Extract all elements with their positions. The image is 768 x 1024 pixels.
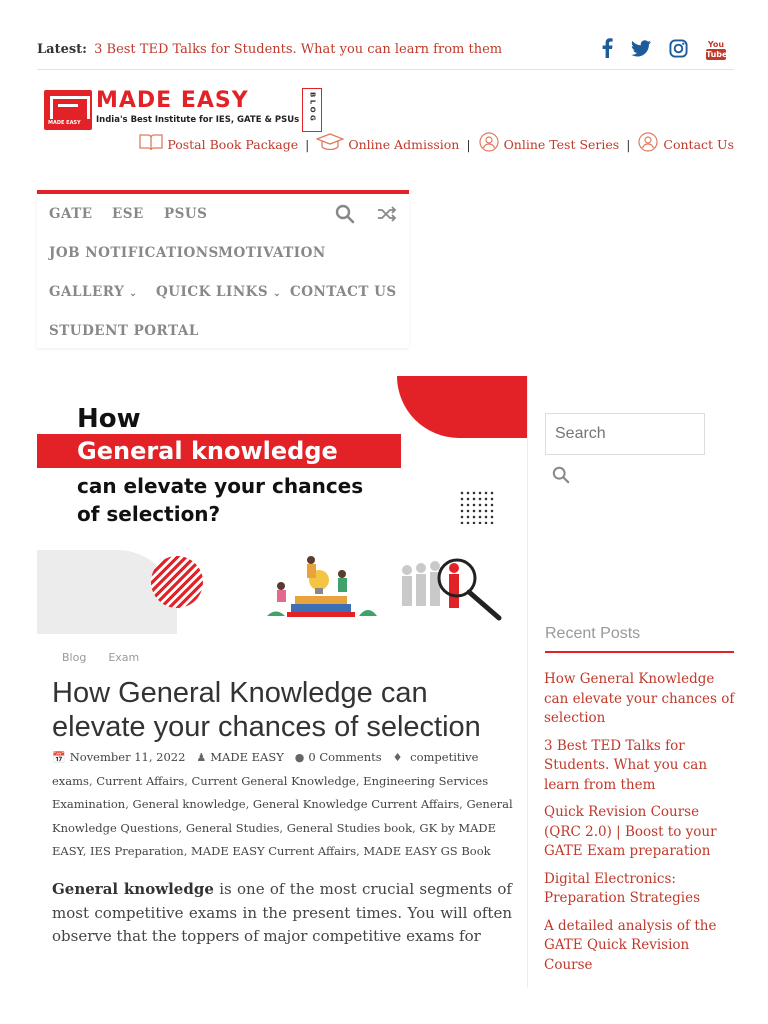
post-body-bold: General knowledge	[52, 880, 214, 898]
hero-red-shape	[397, 376, 527, 438]
tag-link[interactable]: General Studies	[185, 820, 280, 835]
latest-link[interactable]: 3 Best TED Talks for Students. What you can learn from them	[94, 42, 503, 57]
logo-mark	[44, 90, 92, 130]
hero-line-2: General knowledge	[77, 437, 338, 465]
column-divider	[527, 376, 528, 988]
logo-subtitle: India's Best Institute for IES, GATE & PSUs	[96, 115, 300, 125]
tag-link[interactable]: Current General Knowledge	[191, 773, 356, 788]
online-admission-link[interactable]	[316, 133, 459, 156]
youtube-text-tube: Tube	[706, 50, 728, 59]
logo-mark-text: MADE EASY	[48, 120, 81, 126]
user-icon	[478, 132, 500, 157]
top-bar	[37, 38, 734, 70]
category-blog[interactable]: Blog	[62, 651, 87, 664]
recent-post-link[interactable]: A detailed analysis of the GATE Quick Revision Course	[544, 917, 717, 973]
hero-line-1: How	[77, 404, 141, 434]
recent-posts-list	[544, 670, 736, 983]
nav-item-ese[interactable]: ESE	[112, 206, 144, 222]
recent-posts-heading: Recent Posts	[545, 625, 734, 653]
logo-blog-tag	[302, 88, 322, 132]
post-date[interactable]: November 11, 2022	[69, 750, 186, 764]
recent-post-link[interactable]: How General Knowledge can elevate your chances of selection	[544, 671, 735, 726]
twitter-icon[interactable]	[631, 40, 651, 61]
youtube-icon[interactable]	[706, 40, 726, 60]
user-icon	[637, 132, 659, 157]
random-shuffle-icon[interactable]	[377, 206, 397, 226]
tag-link[interactable]: MADE EASY GS Book	[363, 844, 491, 858]
tags-icon: ♦	[392, 751, 403, 764]
tag-link[interactable]: Current Affairs	[96, 773, 185, 788]
contact-us-label: Contact Us	[663, 137, 734, 152]
tag-link[interactable]: Engineering Services Examination	[52, 773, 489, 811]
comment-icon: ●	[294, 751, 305, 764]
separator: |	[626, 137, 631, 152]
tag-link[interactable]: IES Preparation	[90, 844, 184, 858]
post-title[interactable]: How General Knowledge can elevate your chances of selection	[52, 677, 481, 743]
search-icon[interactable]	[335, 204, 355, 228]
category-exam[interactable]: Exam	[108, 651, 140, 664]
header-links	[139, 132, 734, 157]
hero-line-3-4	[77, 472, 363, 528]
nav-item-psus[interactable]: PSUS	[164, 206, 208, 222]
online-admission-label: Online Admission	[348, 137, 460, 152]
tag-link[interactable]: competitive exams	[52, 750, 479, 788]
featured-image[interactable]	[37, 376, 527, 634]
tag-link[interactable]: MADE EASY Current Affairs	[191, 844, 357, 858]
chevron-down-icon: ⌄	[273, 289, 282, 299]
hero-line-3: can elevate your chances	[77, 474, 364, 498]
sidebar-search-input[interactable]	[545, 413, 705, 455]
post-body	[52, 878, 512, 949]
tag-link[interactable]: General Knowledge Current Affairs	[252, 797, 460, 811]
online-test-series-link[interactable]	[478, 132, 620, 157]
nav-item-student-portal[interactable]: STUDENT PORTAL	[49, 323, 199, 339]
post-categories	[62, 651, 139, 664]
search-icon[interactable]	[552, 466, 572, 486]
nav-item-motivation[interactable]: MOTIVATION	[218, 245, 326, 261]
instagram-icon[interactable]	[669, 39, 688, 62]
hero-dot-grid	[459, 490, 495, 524]
nav-item-gallery-label: GALLERY	[49, 284, 125, 300]
nav-item-contact-us[interactable]: CONTACT US	[290, 284, 397, 300]
post-body-text: is one of the most crucial segments of most competitive exams in the present times. You will often observe that the toppers of major competitive exams for	[52, 880, 512, 945]
logo-blog-text: B L O G	[308, 92, 317, 121]
nav-item-quick-links-label: QUICK LINKS	[156, 284, 269, 300]
students-illustration	[267, 552, 377, 618]
site-logo[interactable]	[44, 88, 324, 132]
post-comments[interactable]: 0 Comments	[308, 750, 382, 764]
postal-book-package-link[interactable]	[139, 133, 298, 156]
logo-title: MADE EASY	[96, 88, 249, 113]
user-icon: ♟	[196, 751, 207, 764]
online-test-series-label: Online Test Series	[503, 137, 620, 152]
book-icon	[139, 133, 163, 156]
recent-post-link[interactable]: Quick Revision Course (QRC 2.0) | Boost to your GATE Exam preparation	[544, 804, 717, 859]
latest-label: Latest:	[37, 42, 87, 57]
magnifier-figures-illustration	[399, 556, 525, 626]
hero-line-4: of selection?	[77, 502, 221, 526]
nav-item-quick-links[interactable]	[156, 284, 281, 300]
postal-book-package-label: Postal Book Package	[167, 137, 299, 152]
tag-link[interactable]: GK by MADE EASY	[52, 820, 497, 858]
contact-us-link[interactable]	[637, 132, 734, 157]
calendar-icon: 📅	[52, 751, 66, 764]
post-meta: 📅 November 11, 2022 ♟ MADE EASY ● 0 Comments ♦ competitive exams, Current Affairs, Current General Knowledge, Engineering Services Examination, General knowledge, General Knowledge Current Affairs, General Knowledge Questions, General Studies, General Studies book, GK by MADE EASY, IES Preparation, MADE EASY Current Affairs, MADE EASY GS Book	[52, 750, 513, 858]
nav-item-gallery[interactable]	[49, 284, 137, 300]
main-nav	[37, 190, 409, 348]
separator: |	[305, 137, 310, 152]
separator: |	[466, 137, 471, 152]
youtube-text-you: You	[707, 40, 725, 49]
nav-item-gate[interactable]: GATE	[49, 206, 93, 222]
recent-post-link[interactable]: 3 Best TED Talks for Students. What you can learn from them	[544, 737, 708, 793]
tag-link[interactable]: General Knowledge Questions	[52, 797, 513, 835]
tag-link[interactable]: General knowledge	[132, 797, 246, 811]
graduation-cap-icon	[316, 133, 344, 156]
post-author[interactable]: MADE EASY	[210, 750, 284, 764]
social-icons	[601, 38, 726, 62]
chevron-down-icon: ⌄	[129, 289, 138, 299]
tag-link[interactable]: General Studies book	[286, 820, 413, 835]
facebook-icon[interactable]	[601, 38, 613, 62]
recent-post-link[interactable]: Digital Electronics: Preparation Strategies	[544, 870, 701, 906]
latest-ticker	[37, 42, 502, 57]
hero-striped-circle	[151, 556, 203, 608]
nav-item-job-notifications[interactable]: JOB NOTIFICATIONS	[49, 245, 219, 261]
